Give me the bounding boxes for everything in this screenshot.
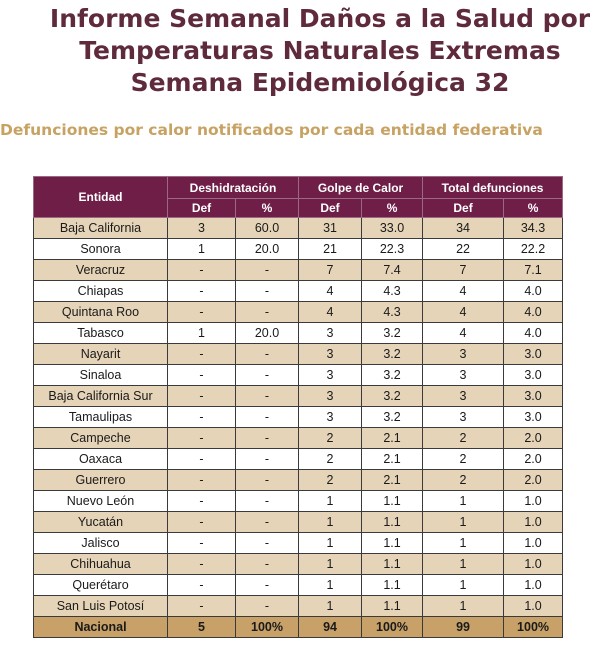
cell-total-def: 7 (423, 260, 504, 281)
cell-golpe-def: 1 (299, 512, 362, 533)
deaths-by-state-table (33, 176, 563, 638)
subheader-def: Def (299, 199, 362, 218)
cell-golpe-def: 2 (299, 449, 362, 470)
cell-desh-pct: - (236, 344, 299, 365)
cell-desh-def: - (168, 491, 236, 512)
cell-entidad: Oaxaca (34, 449, 168, 470)
cell-total-def: 22 (423, 239, 504, 260)
cell-desh-pct: - (236, 407, 299, 428)
total-row (34, 617, 563, 638)
cell-golpe-pct: 1.1 (362, 596, 423, 617)
report-title (0, 3, 600, 99)
cell-total-pct: 3.0 (504, 386, 563, 407)
cell-entidad: Querétaro (34, 575, 168, 596)
cell-desh-def: - (168, 344, 236, 365)
cell-desh-pct: - (236, 554, 299, 575)
table-row (34, 281, 563, 302)
cell-golpe-def: 1 (299, 554, 362, 575)
cell-golpe-pct: 3.2 (362, 323, 423, 344)
table-row (34, 344, 563, 365)
cell-desh-def: - (168, 281, 236, 302)
table-row (34, 239, 563, 260)
header-group-total: Total defunciones (423, 177, 563, 199)
cell-total-pct: 2.0 (504, 449, 563, 470)
cell-desh-def: - (168, 260, 236, 281)
cell-total-pct: 3.0 (504, 365, 563, 386)
cell-golpe-pct: 1.1 (362, 554, 423, 575)
cell-total-pct: 1.0 (504, 512, 563, 533)
cell-golpe-def: 4 (299, 281, 362, 302)
cell-desh-pct: - (236, 281, 299, 302)
cell-total-def: 1 (423, 575, 504, 596)
table-row (34, 512, 563, 533)
cell-desh-pct: - (236, 449, 299, 470)
cell-desh-def: - (168, 596, 236, 617)
cell-desh-def: - (168, 533, 236, 554)
cell-golpe-def: 1 (299, 491, 362, 512)
table-row (34, 470, 563, 491)
cell-desh-pct: 20.0 (236, 239, 299, 260)
table-row (34, 491, 563, 512)
cell-golpe-pct: 7.4 (362, 260, 423, 281)
total-cell-total-pct: 100% (504, 617, 563, 638)
cell-total-pct: 4.0 (504, 281, 563, 302)
cell-golpe-pct: 4.3 (362, 302, 423, 323)
cell-desh-def: - (168, 428, 236, 449)
table-row (34, 596, 563, 617)
cell-golpe-pct: 1.1 (362, 512, 423, 533)
cell-desh-pct: - (236, 533, 299, 554)
cell-total-pct: 1.0 (504, 575, 563, 596)
cell-golpe-pct: 2.1 (362, 470, 423, 491)
header-row-groups (34, 177, 563, 199)
table-row (34, 386, 563, 407)
cell-total-def: 1 (423, 533, 504, 554)
table-subtitle: Defunciones por calor notificados por cada entidad federativa (0, 121, 543, 139)
total-cell-golpe-pct: 100% (362, 617, 423, 638)
cell-entidad: Chihuahua (34, 554, 168, 575)
cell-golpe-pct: 4.3 (362, 281, 423, 302)
cell-total-pct: 7.1 (504, 260, 563, 281)
subheader-pct: % (504, 199, 563, 218)
title-line-2: Temperaturas Naturales Extremas (79, 36, 561, 65)
total-cell-total-def: 99 (423, 617, 504, 638)
cell-entidad: Baja California Sur (34, 386, 168, 407)
cell-desh-pct: - (236, 260, 299, 281)
cell-entidad: Chiapas (34, 281, 168, 302)
table-row (34, 533, 563, 554)
table-row (34, 407, 563, 428)
cell-desh-pct: - (236, 302, 299, 323)
title-line-1: Informe Semanal Daños a la Salud por (49, 4, 591, 33)
cell-desh-def: - (168, 449, 236, 470)
cell-total-def: 3 (423, 386, 504, 407)
cell-desh-pct: 60.0 (236, 218, 299, 239)
cell-total-def: 1 (423, 596, 504, 617)
cell-total-pct: 2.0 (504, 428, 563, 449)
cell-desh-def: - (168, 407, 236, 428)
cell-entidad: Quintana Roo (34, 302, 168, 323)
cell-golpe-pct: 1.1 (362, 533, 423, 554)
cell-golpe-def: 3 (299, 344, 362, 365)
cell-golpe-def: 2 (299, 428, 362, 449)
subheader-pct: % (236, 199, 299, 218)
cell-total-def: 4 (423, 323, 504, 344)
cell-desh-pct: - (236, 596, 299, 617)
cell-total-pct: 3.0 (504, 344, 563, 365)
total-cell-desh-def: 5 (168, 617, 236, 638)
cell-total-pct: 1.0 (504, 533, 563, 554)
cell-entidad: Campeche (34, 428, 168, 449)
cell-entidad: Jalisco (34, 533, 168, 554)
cell-golpe-def: 3 (299, 323, 362, 344)
cell-total-def: 4 (423, 302, 504, 323)
cell-golpe-pct: 3.2 (362, 407, 423, 428)
total-cell-entidad: Nacional (34, 617, 168, 638)
cell-golpe-pct: 2.1 (362, 449, 423, 470)
cell-golpe-def: 2 (299, 470, 362, 491)
cell-total-def: 2 (423, 470, 504, 491)
cell-desh-def: - (168, 302, 236, 323)
cell-total-pct: 22.2 (504, 239, 563, 260)
cell-total-def: 4 (423, 281, 504, 302)
subheader-pct: % (362, 199, 423, 218)
cell-total-def: 3 (423, 407, 504, 428)
cell-golpe-def: 4 (299, 302, 362, 323)
cell-total-pct: 3.0 (504, 407, 563, 428)
cell-entidad: Sonora (34, 239, 168, 260)
cell-golpe-def: 7 (299, 260, 362, 281)
subheader-def: Def (423, 199, 504, 218)
cell-total-pct: 1.0 (504, 491, 563, 512)
cell-total-pct: 2.0 (504, 470, 563, 491)
cell-golpe-def: 3 (299, 386, 362, 407)
table-row (34, 323, 563, 344)
table-row (34, 365, 563, 386)
total-cell-golpe-def: 94 (299, 617, 362, 638)
header-group-golpe-calor: Golpe de Calor (299, 177, 423, 199)
cell-entidad: Sinaloa (34, 365, 168, 386)
table-row (34, 428, 563, 449)
cell-desh-def: - (168, 365, 236, 386)
title-line-3: Semana Epidemiológica 32 (130, 68, 510, 97)
cell-total-pct: 34.3 (504, 218, 563, 239)
cell-entidad: Nayarit (34, 344, 168, 365)
cell-desh-def: - (168, 512, 236, 533)
cell-total-def: 1 (423, 491, 504, 512)
cell-golpe-pct: 1.1 (362, 491, 423, 512)
header-entidad: Entidad (34, 177, 168, 218)
cell-entidad: Veracruz (34, 260, 168, 281)
cell-desh-pct: - (236, 365, 299, 386)
cell-desh-def: 1 (168, 323, 236, 344)
cell-golpe-def: 1 (299, 533, 362, 554)
cell-desh-def: - (168, 554, 236, 575)
cell-desh-def: - (168, 470, 236, 491)
cell-total-pct: 4.0 (504, 302, 563, 323)
cell-golpe-pct: 22.3 (362, 239, 423, 260)
cell-golpe-def: 21 (299, 239, 362, 260)
cell-desh-pct: - (236, 386, 299, 407)
cell-total-def: 3 (423, 365, 504, 386)
cell-golpe-pct: 1.1 (362, 575, 423, 596)
cell-entidad: Tabasco (34, 323, 168, 344)
cell-total-def: 2 (423, 428, 504, 449)
cell-total-pct: 1.0 (504, 596, 563, 617)
cell-golpe-pct: 3.2 (362, 365, 423, 386)
cell-golpe-def: 1 (299, 596, 362, 617)
cell-desh-def: 3 (168, 218, 236, 239)
cell-entidad: Baja California (34, 218, 168, 239)
table-row (34, 218, 563, 239)
cell-desh-def: 1 (168, 239, 236, 260)
cell-golpe-def: 31 (299, 218, 362, 239)
cell-golpe-def: 3 (299, 407, 362, 428)
cell-desh-pct: - (236, 575, 299, 596)
cell-total-def: 1 (423, 512, 504, 533)
cell-desh-pct: - (236, 428, 299, 449)
cell-desh-pct: - (236, 491, 299, 512)
table-row (34, 449, 563, 470)
cell-entidad: San Luis Potosí (34, 596, 168, 617)
cell-total-def: 1 (423, 554, 504, 575)
cell-total-def: 2 (423, 449, 504, 470)
cell-desh-def: - (168, 386, 236, 407)
cell-entidad: Guerrero (34, 470, 168, 491)
table-row (34, 260, 563, 281)
header-group-deshidratacion: Deshidratación (168, 177, 299, 199)
cell-entidad: Yucatán (34, 512, 168, 533)
cell-golpe-pct: 3.2 (362, 386, 423, 407)
cell-entidad: Tamaulipas (34, 407, 168, 428)
cell-desh-pct: 20.0 (236, 323, 299, 344)
cell-total-def: 3 (423, 344, 504, 365)
cell-total-pct: 1.0 (504, 554, 563, 575)
table-row (34, 554, 563, 575)
cell-golpe-def: 1 (299, 575, 362, 596)
cell-golpe-pct: 2.1 (362, 428, 423, 449)
cell-desh-def: - (168, 575, 236, 596)
cell-golpe-pct: 33.0 (362, 218, 423, 239)
cell-golpe-def: 3 (299, 365, 362, 386)
cell-entidad: Nuevo León (34, 491, 168, 512)
cell-total-pct: 4.0 (504, 323, 563, 344)
cell-golpe-pct: 3.2 (362, 344, 423, 365)
table-row (34, 302, 563, 323)
total-cell-desh-pct: 100% (236, 617, 299, 638)
cell-total-def: 34 (423, 218, 504, 239)
cell-desh-pct: - (236, 512, 299, 533)
table-row (34, 575, 563, 596)
cell-desh-pct: - (236, 470, 299, 491)
subheader-def: Def (168, 199, 236, 218)
